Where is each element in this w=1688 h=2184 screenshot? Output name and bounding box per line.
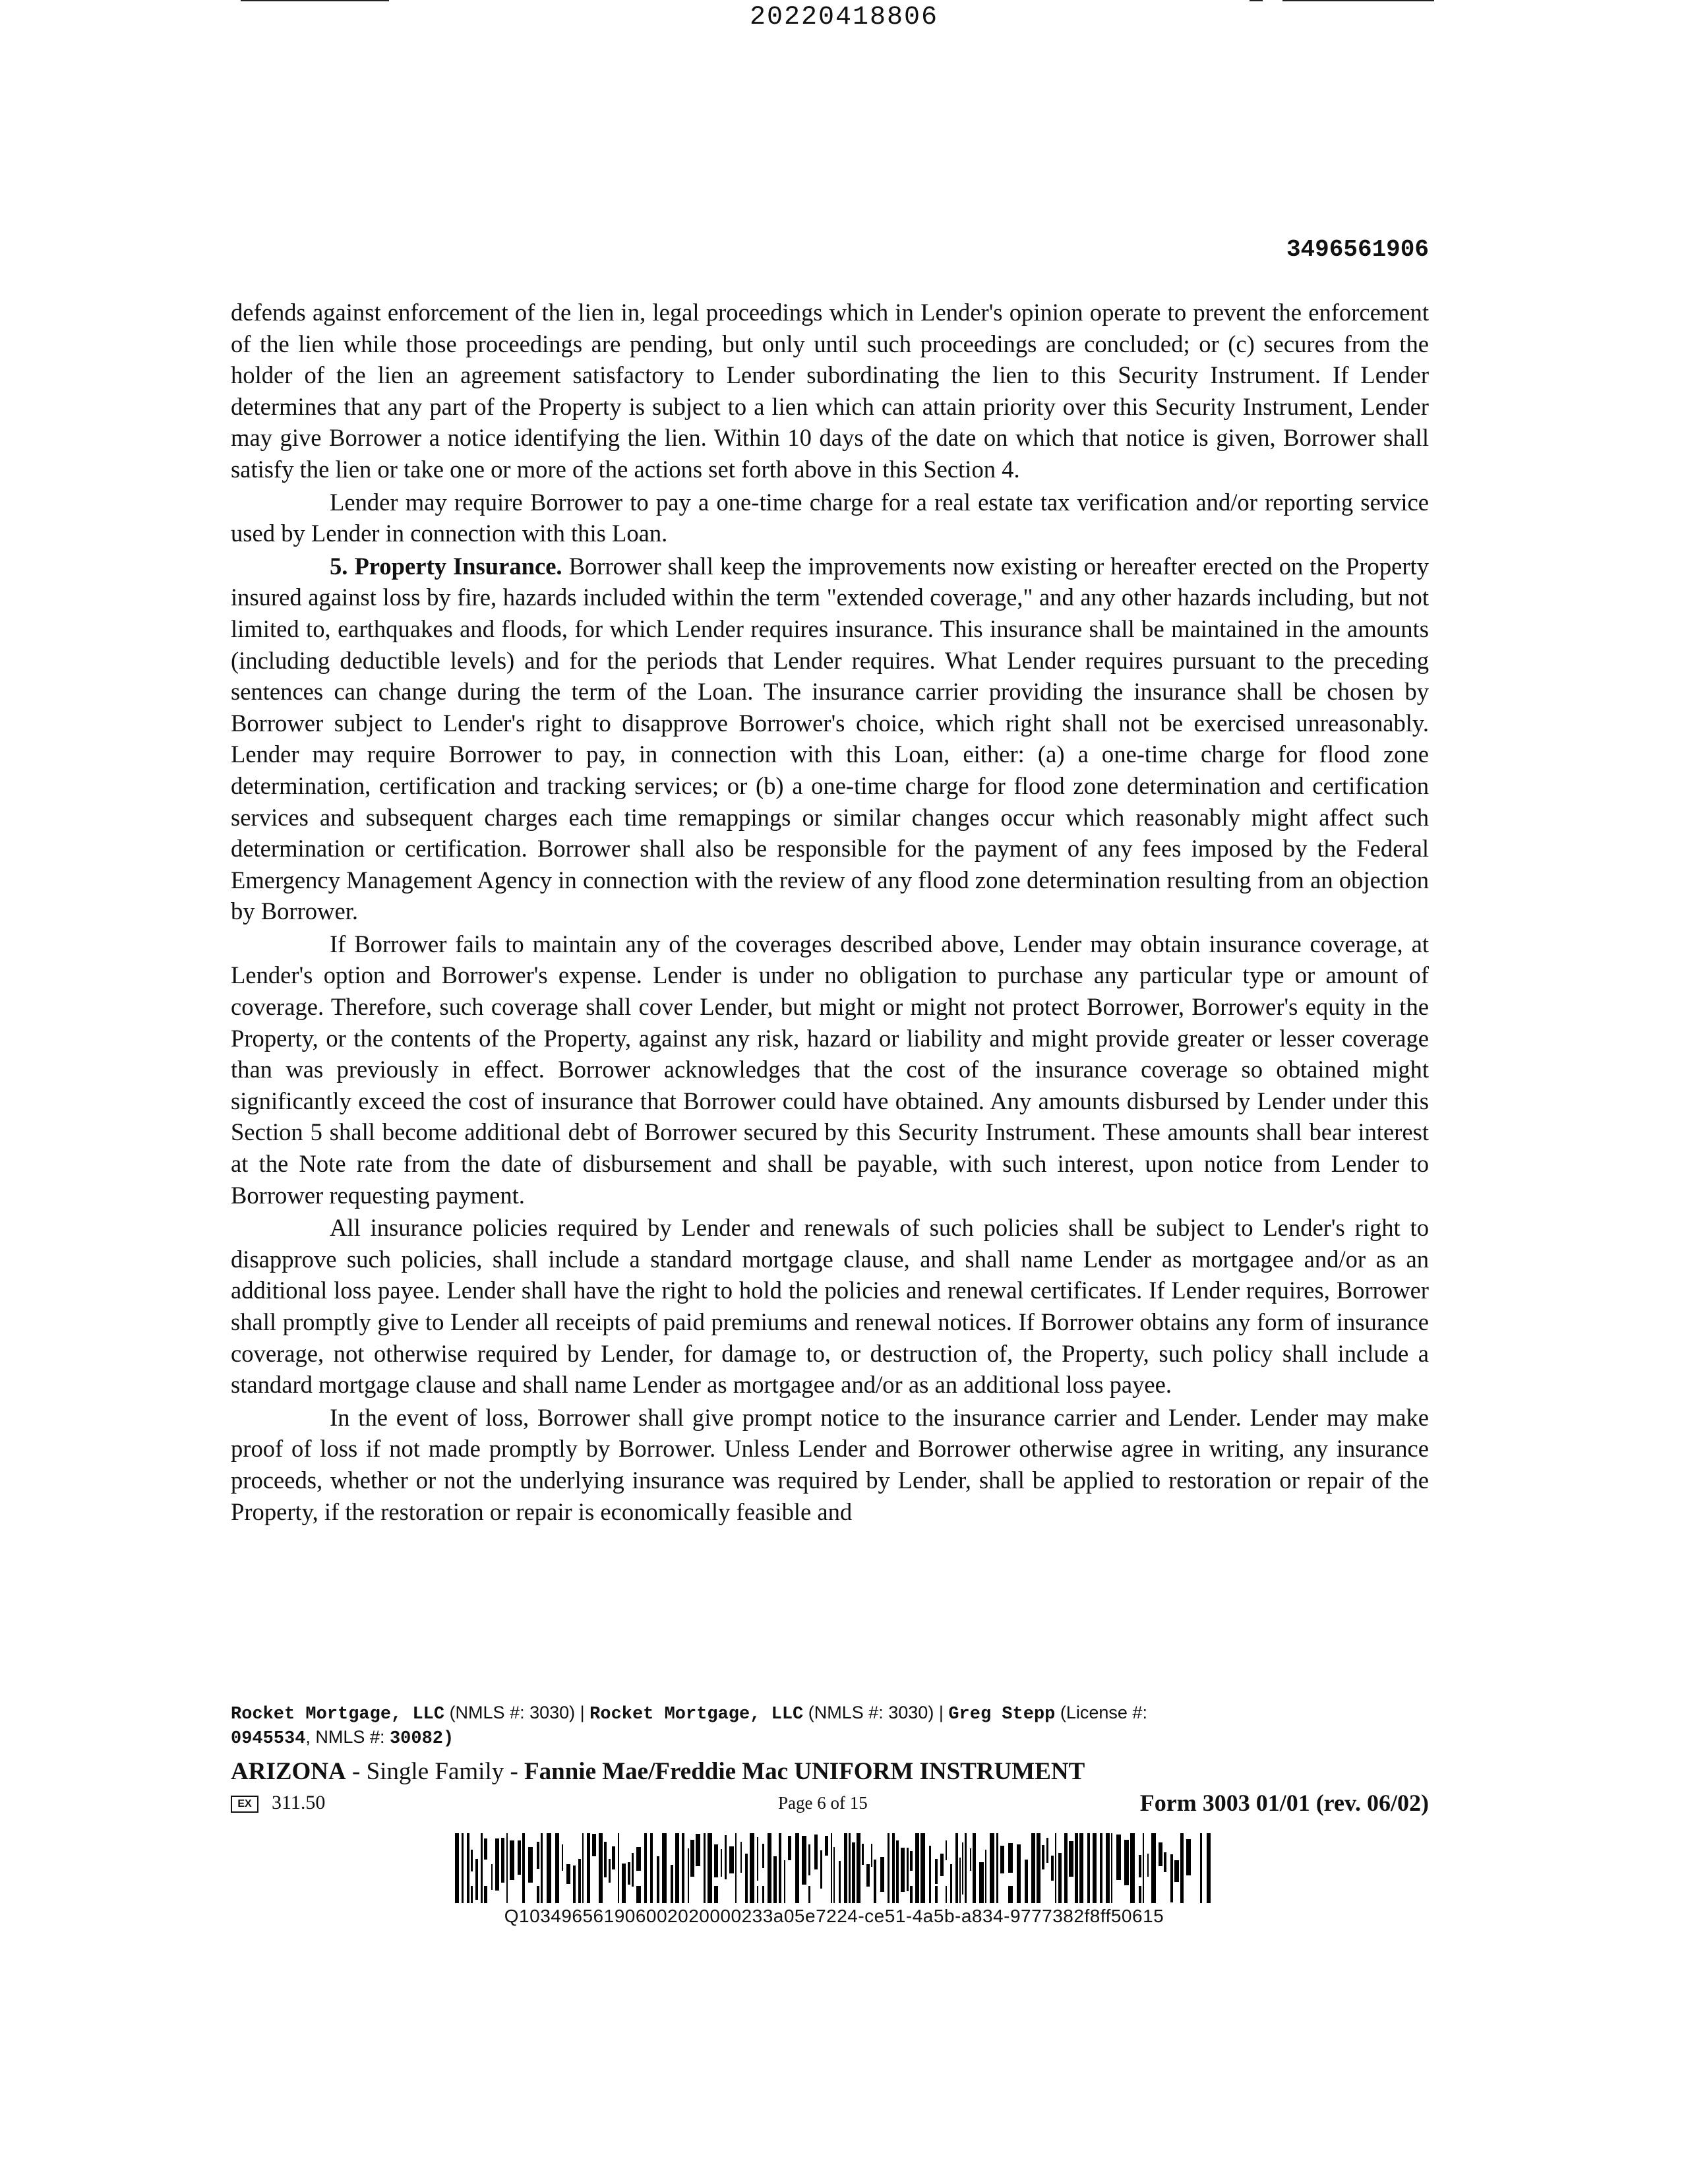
- section-5-text: Borrower shall keep the improvements now existing or hereafter erected on the Property insured against loss by fire, hazards included within the term "extended coverage," and any other hazards including, but not limited to, earthquakes and floods, for which Lender requires insurance. This insurance shall be maintained in the amounts (including deductible levels) and for the periods that Lender requires. What Lender requires pursuant to the preceding sentences can change during the term of the Loan. The insurance carrier providing the insurance shall be chosen by Borrower subject to Lender's right to disapprove Borrower's choice, which right shall not be exercised unreasonably. Lender may require Borrower to pay, in connection with this Loan, either: (a) a one-time charge for flood zone determination, certification and tracking services; or (b) a one-time charge for flood zone determination and certification services and subsequent charges each time remappings or similar changes occur which reasonably might affect such determination or certification. Borrower shall also be responsible for the payment of any fees imposed by the Federal Emergency Management Agency in connection with the review of any flood zone determination resulting from an objection by Borrower.: [231, 552, 1430, 925]
- state-name: ARIZONA: [231, 1758, 346, 1785]
- paragraph-coverage-failure: If Borrower fails to maintain any of the coverages described above, Lender may obtain insurance coverage, at Lender's option and Borrower's expense. Lender is under no obligation to purchase any particular type or amount of coverage. Therefore, such coverage shall cover Lender, but might or might not protect Borrower, Borrower's equity in the Property, or the contents of the Property, against any risk, hazard or liability and might provide greater or lesser coverage than was previously in effect. Borrower acknowledges that the cost of the insurance coverage so obtained might significantly exceed the cost of insurance that Borrower could have obtained. Any amounts disbursed by Lender under this Section 5 shall become additional debt of Borrower secured by this Security Instrument. These amounts shall bear interest at the Note rate from the date of disbursement and shall be payable, with such interest, upon notice from Lender to Borrower requesting payment.: [231, 930, 1429, 1209]
- page-number: Page 6 of 15: [778, 1793, 868, 1813]
- originator-nmls-label: , NMLS #:: [305, 1727, 390, 1747]
- section-5-heading: 5. Property Insurance.: [330, 552, 562, 580]
- paragraph-insurance-policies: All insurance policies required by Lender and renewals of such policies shall be subject to Lender's right to disapprove such policies, shall include a standard mortgage clause, and shall name Lender as mortgagee and/or as an additional loss payee. Lender shall have the right to hold the policies and renewal certificates. If Lender requires, Borrower shall promptly give to Lender all receipts of paid premiums and renewal notices. If Borrower obtains any form of insurance coverage, not otherwise required by Lender, for damage to, or destruction of, the Property, such policy shall include a standard mortgage clause and shall name Lender as mortgagee and/or as an additional loss payee.: [231, 1214, 1429, 1399]
- barcode: [455, 1833, 1213, 1903]
- form-owner: Fannie Mae/Freddie Mac UNIFORM INSTRUMENT: [524, 1758, 1085, 1785]
- originator-nmls: 30082): [389, 1729, 454, 1749]
- originator-info: [231, 1701, 1429, 1750]
- top-right-rule-short: [1250, 0, 1263, 1]
- form-title: [231, 1757, 1085, 1786]
- form-number: Form 3003 01/01 (rev. 06/02): [1139, 1790, 1429, 1816]
- paragraph-section-5: [231, 551, 1429, 927]
- lender-2-nmls: (NMLS #: 3030) |: [803, 1703, 949, 1722]
- form-type: - Single Family -: [346, 1758, 525, 1785]
- originator-name: Greg Stepp: [948, 1705, 1056, 1724]
- lender-1-nmls: (NMLS #: 3030) |: [444, 1703, 590, 1722]
- lender-2-name: Rocket Mortgage, LLC: [589, 1705, 804, 1724]
- license-number: 0945534: [231, 1729, 306, 1749]
- lender-1-name: Rocket Mortgage, LLC: [231, 1705, 445, 1724]
- footer-row: [231, 1792, 1429, 1821]
- top-right-rule: [1282, 0, 1434, 1]
- license-label: (License #:: [1055, 1703, 1147, 1722]
- paragraph-tax-verification: Lender may require Borrower to pay a one-time charge for a real estate tax verification and/or reporting service used by Lender in connection with this Loan.: [231, 488, 1429, 547]
- paragraph-event-of-loss: In the event of loss, Borrower shall give prompt notice to the insurance carrier and Lender. Lender may make proof of loss if not made promptly by Borrower. Unless Lender and Borrower otherwise agree in writing, any insurance proceeds, whether or not the underlying insurance was required by Lender, shall be applied to restoration or repair of the Property, if the restoration or repair is economically feasible and: [231, 1403, 1429, 1525]
- barcode-text: Q103496561906002020000233a05e7224-ce51-4a5b-a834-9777382f8ff50615: [504, 1906, 1164, 1926]
- paragraph-section-4-continued: defends against enforcement of the lien in, legal proceedings which in Lender's opinion operate to prevent the enforcement of the lien while those proceedings are pending, but only until such proceedings are concluded; or (c) secures from the holder of the lien an agreement satisfactory to Lender subordinating the lien to this Security Instrument. If Lender determines that any part of the Property is subject to a lien which can attain priority over this Security Instrument, Lender may give Borrower a notice identifying the lien. Within 10 days of the date on which that notice is given, Borrower shall satisfy the lien or take one or more of the actions set forth above in this Section 4.: [231, 299, 1429, 483]
- loan-number: 3496561906: [1286, 236, 1429, 263]
- form-code: 311.50: [272, 1792, 326, 1813]
- recording-number: 20220418806: [749, 3, 939, 32]
- top-left-rule: [241, 0, 389, 1]
- document-body: [231, 297, 1429, 1527]
- ex-badge: EX: [231, 1796, 258, 1813]
